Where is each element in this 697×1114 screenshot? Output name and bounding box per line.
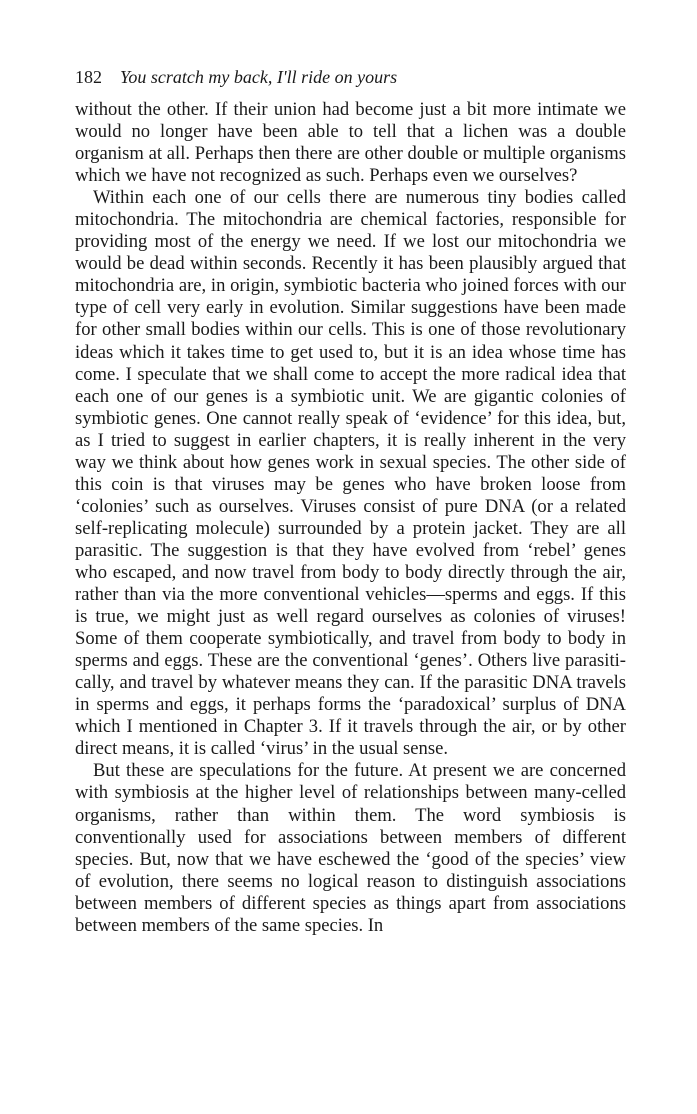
paragraph-continuation: without the other. If their union had become just a bit more intimate we would no longer have been able to tell that a lichen was a double organism at all. Perhaps then there are other double or multiple organisms which we have not recognized as such. Perhaps even we ourselves?: [75, 99, 626, 187]
paragraph-speculations: But these are speculations for the future. At present we are concerned with symbiosis at the higher level of relationships between many-celled organisms, rather than within them. The word symbiosis is conventionally used for associations between members of different species. But, now that we have eschewed the ‘good of the species’ view of evolution, there seems no logical reason to distinguish associations between members of different species as things apart from associations between members of the same species. In: [75, 760, 626, 936]
page-number: 182: [75, 67, 102, 87]
paragraph-mitochondria: Within each one of our cells there are numerous tiny bodies called mitochondria. The mitochondria are chemical factories, responsible for providing most of the energy we need. If we lost our mitochondria we would be dead within seconds. Recently it has been plausibly argued that mitochondria are, in origin, symbiotic bacteria who joined forces with our type of cell very early in evolution. Similar suggestions have been made for other small bodies within our cells. This is one of those revolutionary ideas which it takes time to get used to, but it is an idea whose time has come. I speculate that we shall come to accept the more radical idea that each one of our genes is a symbiotic unit. We are gigantic colonies of symbiotic genes. One cannot really speak of ‘evidence’ for this idea, but, as I tried to suggest in earlier chapters, it is really inherent in the very way we think about how genes work in sexual species. The other side of this coin is that viruses may be genes who have broken loose from ‘colonies’ such as ourselves. Viruses consist of pure DNA (or a related self-replicating molecule) surrounded by a protein jacket. They are all parasitic. The suggestion is that they have evolved from ‘rebel’ genes who escaped, and now travel from body to body directly through the air, rather than via the more conventional vehicles—sperms and eggs. If this is true, we might just as well regard ourselves as colonies of viruses! Some of them cooperate symbiotically, and travel from body to body in sperms and eggs. These are the conventional ‘genes’. Others live parasitically, and travel by whatever means they can. If the parasitic DNA travels in sperms and eggs, it perhaps forms the ‘paradoxical’ surplus of DNA which I mentioned in Chapter 3. If it travels through the air, or by other direct means, it is called ‘virus’ in the usual sense.: [75, 187, 626, 760]
body-text: [75, 99, 626, 937]
running-head: [75, 66, 635, 88]
chapter-title: You scratch my back, I'll ride on yours: [120, 67, 398, 87]
